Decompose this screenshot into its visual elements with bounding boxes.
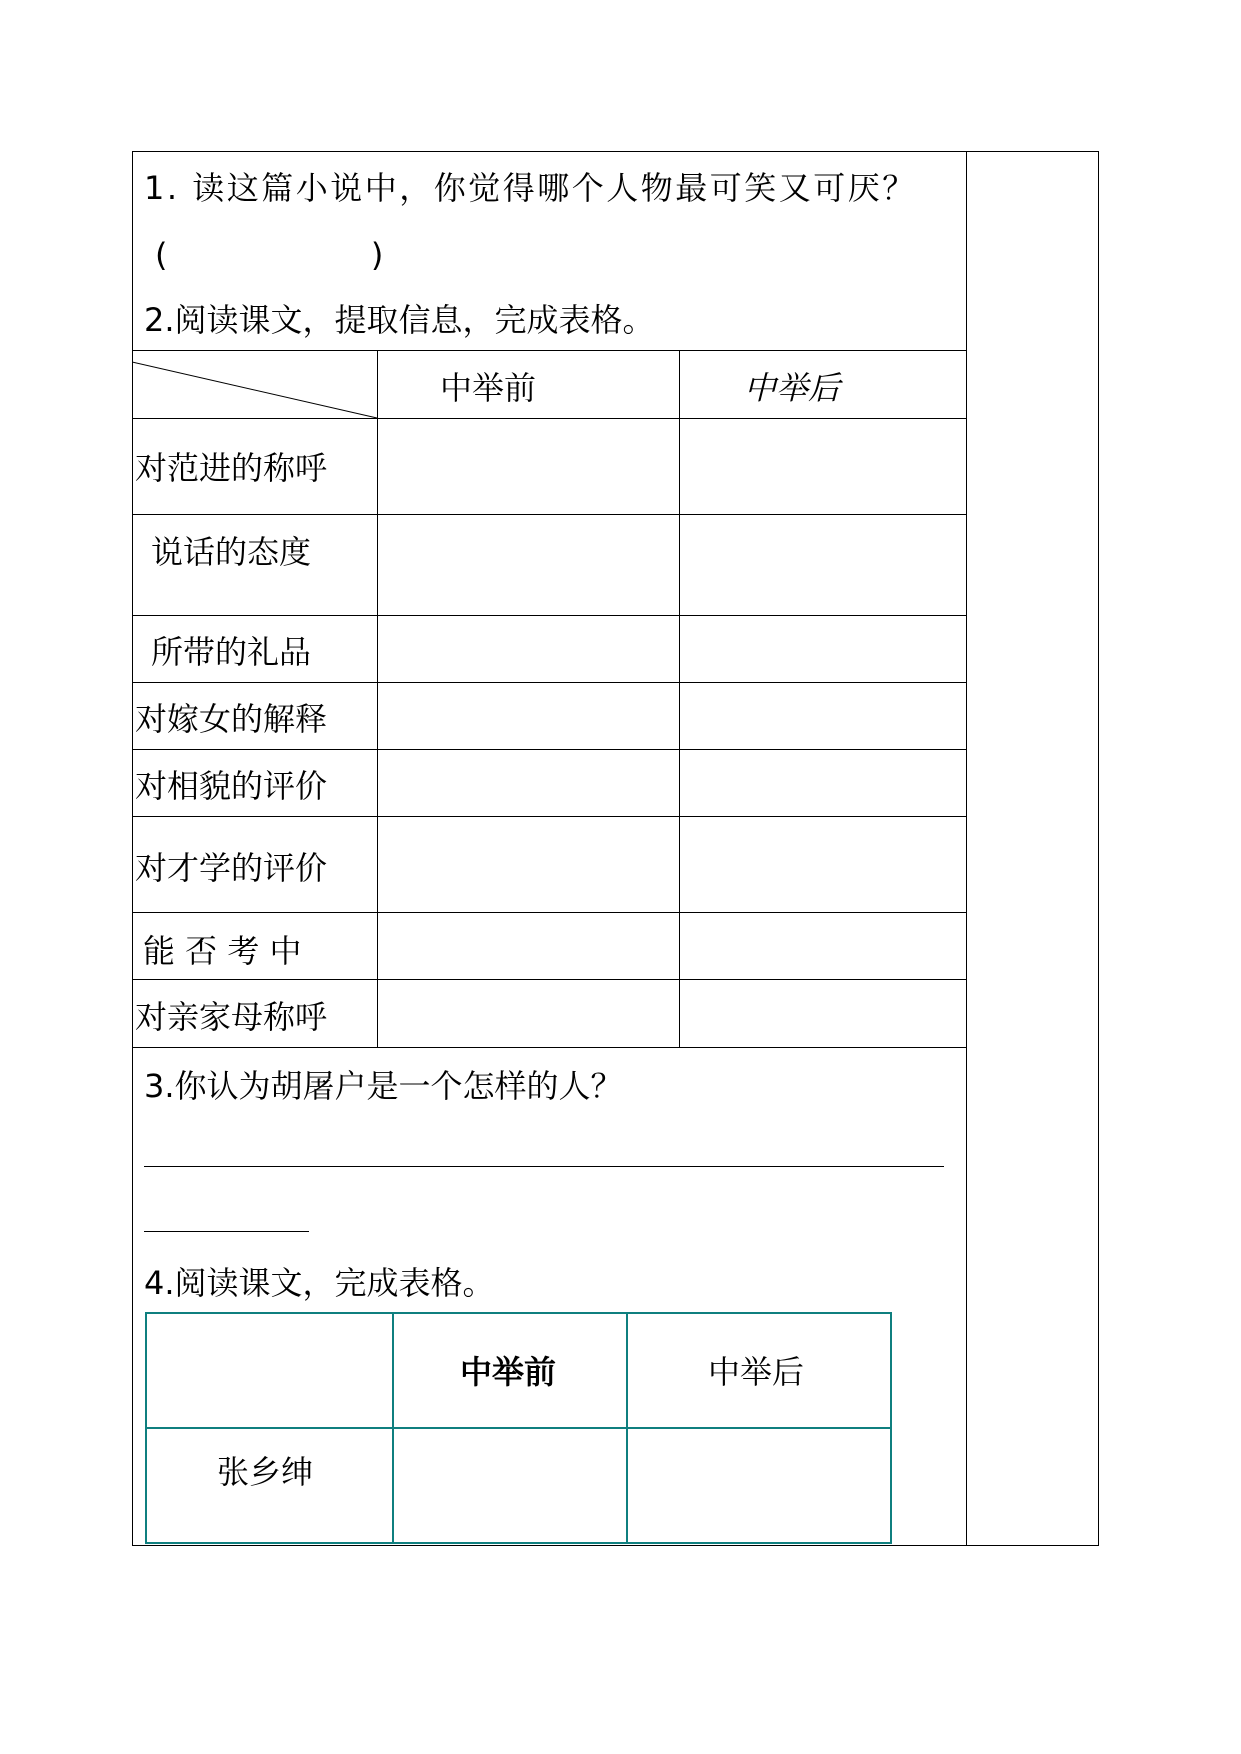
q2-row-label: 对相貌的评价: [135, 767, 328, 805]
q2-row-label: 对嫁女的解释: [135, 700, 328, 738]
q4-table-border: [145, 1312, 147, 1544]
q2-table-line: [132, 816, 967, 817]
question-1-text: 1. 读这篇小说中，你觉得哪个人物最可笑又可厌？: [144, 169, 917, 207]
q4-table-border: [890, 1312, 892, 1544]
q2-row-label: 说话的态度: [151, 533, 312, 571]
question-3-text: 3.你认为胡屠户是一个怎样的人？: [144, 1067, 623, 1105]
q2-header-before: 中举前: [440, 369, 537, 407]
q4-table-border: [145, 1312, 892, 1314]
q2-table-line: [132, 682, 967, 683]
q2-table-line: [132, 615, 967, 616]
q2-row-label: 所带的礼品: [151, 633, 312, 671]
q4-row-label: 张乡绅: [217, 1453, 314, 1491]
q2-table-line: [132, 1047, 967, 1048]
question-3-answer-line: [144, 1231, 309, 1232]
q2-table-line: [679, 350, 680, 1048]
q2-row-label: 对范进的称呼: [135, 449, 328, 487]
q4-header-after: 中举后: [708, 1353, 805, 1391]
frame-divider-line: [966, 151, 967, 1546]
question-1-answer-blank: ( ): [155, 236, 384, 274]
q4-table-border: [392, 1312, 394, 1544]
q2-table-line: [132, 514, 967, 515]
q4-table-border: [145, 1427, 892, 1429]
q2-row-label: 对才学的评价: [135, 849, 328, 887]
q4-table-border: [145, 1542, 892, 1544]
q2-header-after: 中举后: [744, 369, 841, 407]
q2-row-label: 能 否 考 中: [143, 932, 302, 970]
question-2-text: 2.阅读课文，提取信息，完成表格。: [144, 301, 655, 339]
frame-right-line: [1098, 151, 1099, 1546]
frame-bottom-line: [132, 1545, 1099, 1546]
q4-table-border: [626, 1312, 628, 1544]
q2-table-line: [132, 749, 967, 750]
q2-table-line: [377, 350, 378, 1048]
question-3-answer-line: [144, 1166, 944, 1167]
frame-top-line: [132, 151, 1099, 152]
q2-table-line: [132, 912, 967, 913]
q4-header-before: 中举前: [460, 1353, 557, 1391]
q2-table-line: [132, 979, 967, 980]
header-diagonal-line: [132, 350, 378, 419]
question-4-text: 4.阅读课文，完成表格。: [144, 1264, 495, 1302]
q2-row-label: 对亲家母称呼: [135, 998, 328, 1036]
